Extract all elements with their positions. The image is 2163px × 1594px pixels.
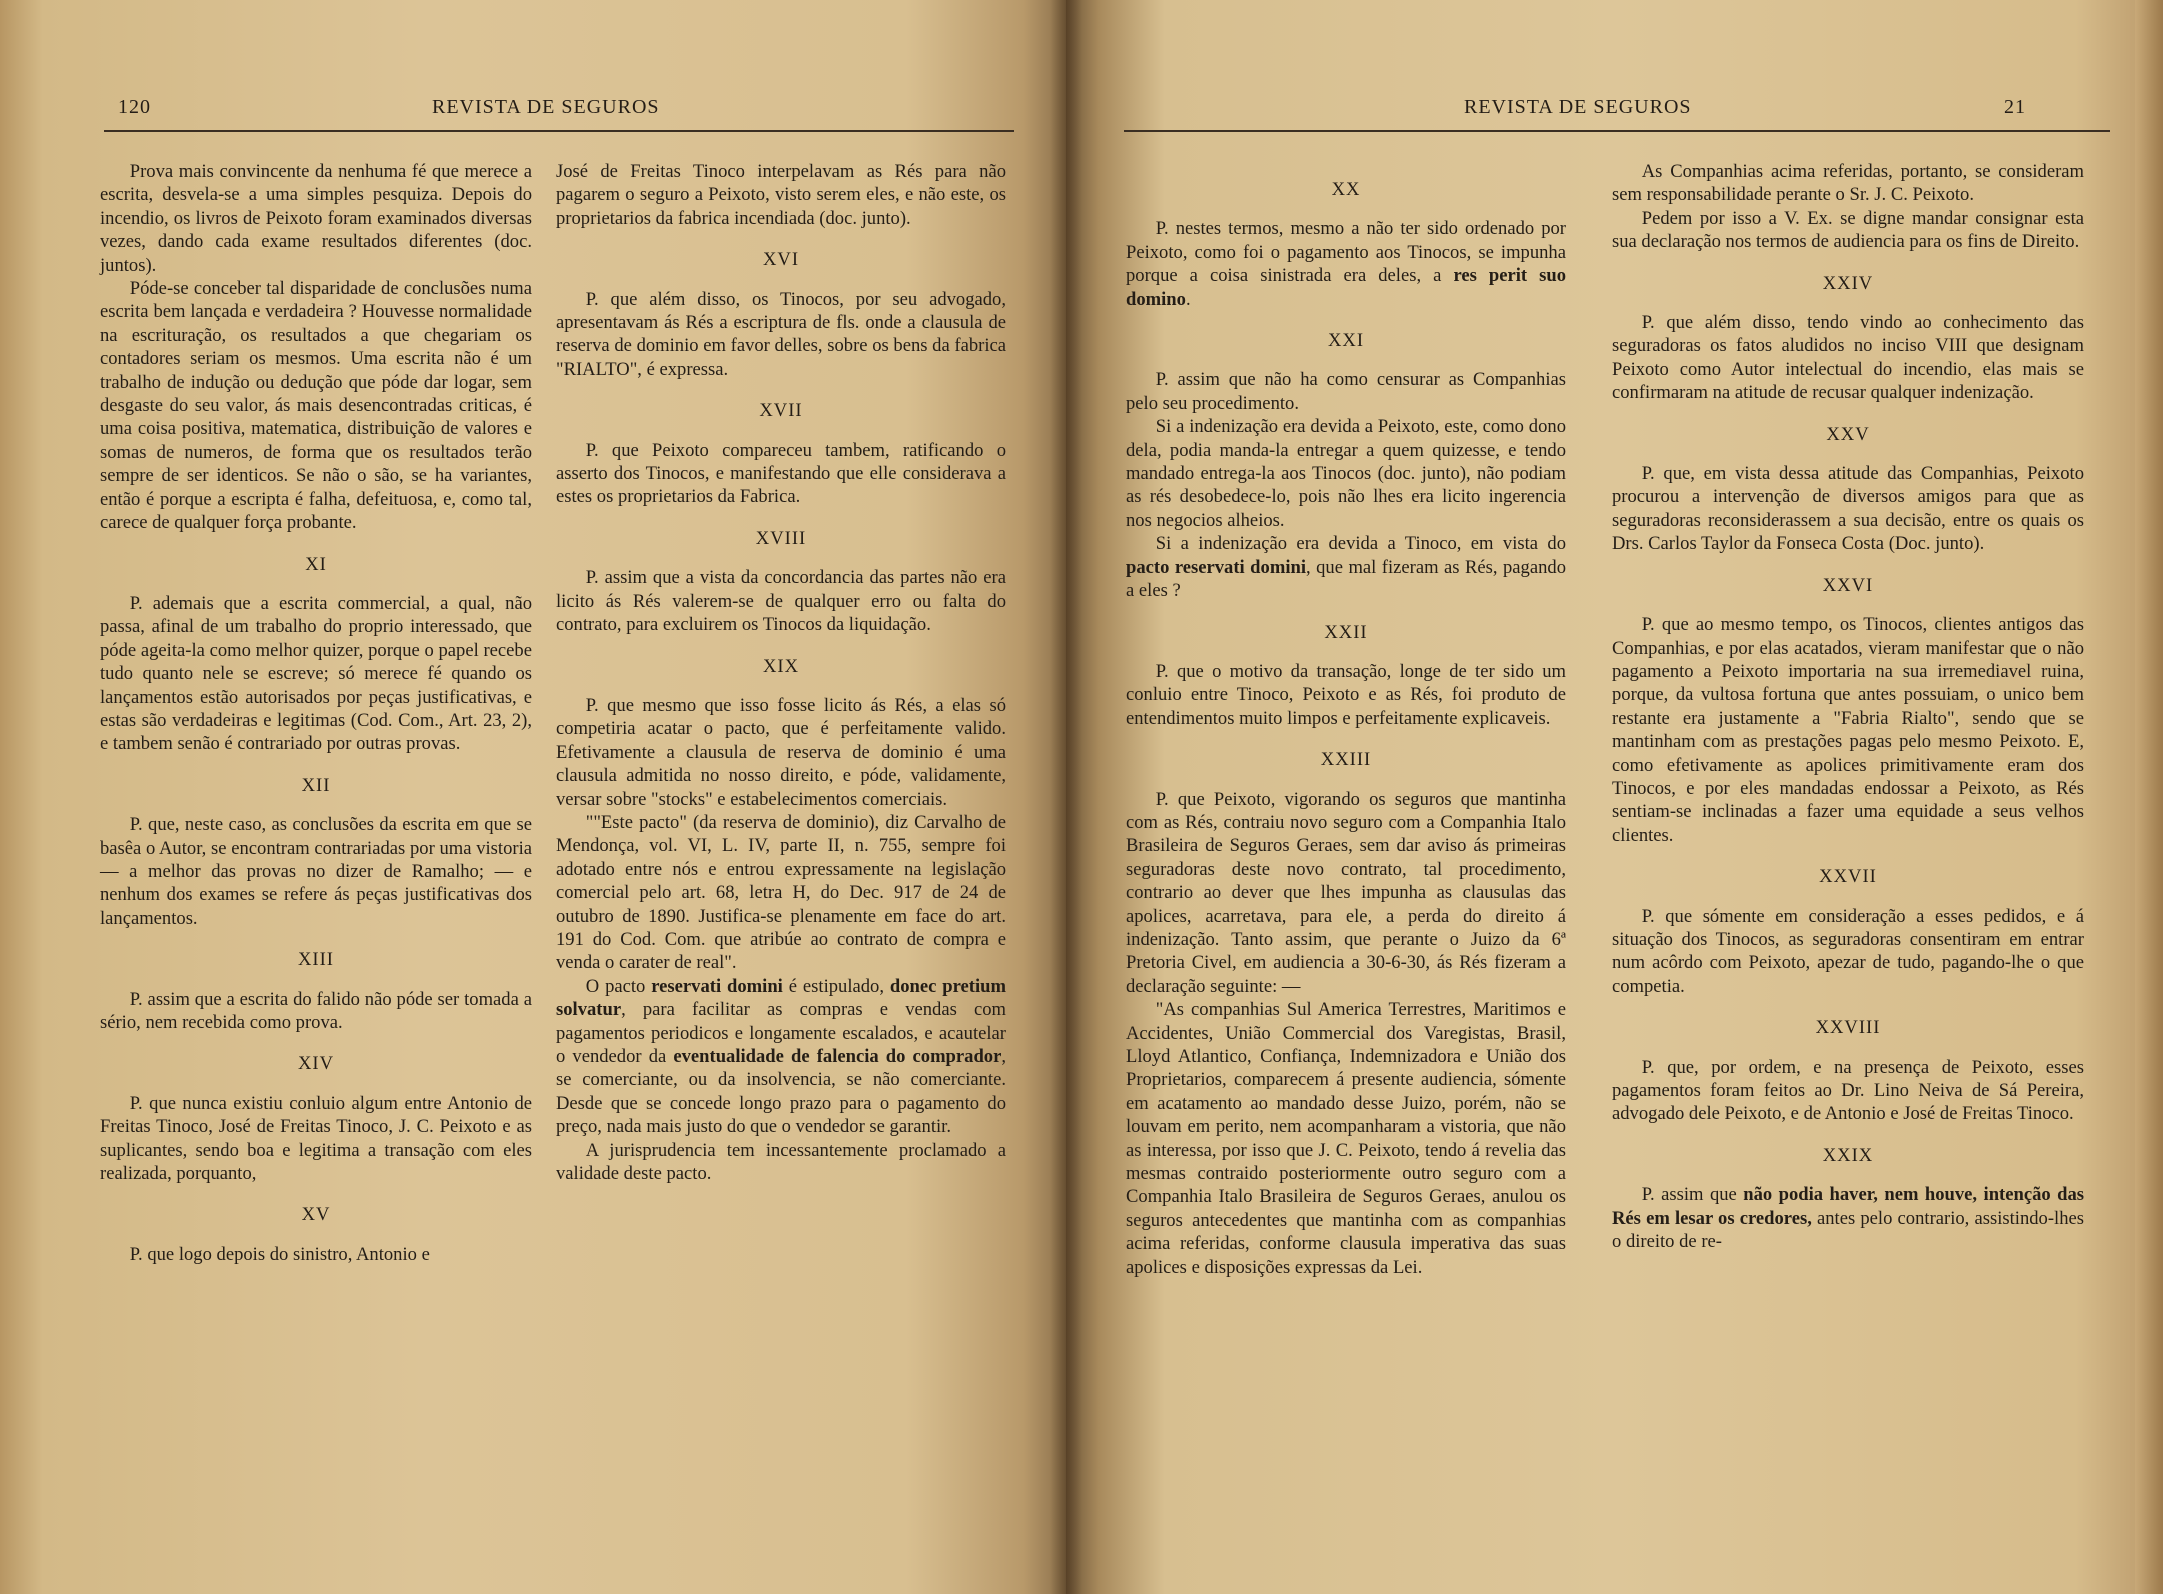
text-run: , que mal fizeram as Rés, pagando a eles ?: [1126, 556, 1567, 602]
section-heading: XV: [301, 1204, 331, 1226]
right-column-2: [1612, 160, 2084, 1253]
paragraph: P. que, neste caso, as conclusões da escrita em que se basêa o Autor, se encontram contrariadas por uma vistoria — a melhor das provas no dizer de Ramalho; — e nenhum dos exames se refere ás peças justificativas dos lançamentos.: [100, 814, 532, 929]
paragraph: "As companhias Sul America Terrestres, Maritimos e Accidentes, União Commercial dos Varegistas, Brasil, Lloyd Atlantico, Confiança, Indemnizadora e União dos Proprietarios, comparecem á presente audiencia, sómente em acatamento ao mandado desse Juizo, porém, não se louvam em perito, nem acompanharam a vistoria, que não as interessa, por isso que J. C. Peixoto, tendo á revelia das mesmas contraido posteriormente outro seguro com a Companhia Italo Brasileira de Seguros Geraes, anulou os seguros antecedentes que mantinha com as companhias acima referidas, conforme clausula imperativa das suas apolices e disposições expressas da Lei.: [1126, 999, 1566, 1278]
text-run: P. assim que: [1641, 1184, 1744, 1206]
paragraph: P. que sómente em consideração a esses pedidos, e á situação dos Tinocos, as seguradoras consentiram em entrar num acôrdo com Peixoto, apezar de tudo, pagando-lhe o que competia.: [1612, 905, 2084, 997]
paragraph: P. que ao mesmo tempo, os Tinocos, clientes antigos das Companhias, e por elas acatados, vieram manifestar que o não pagamento a Peixoto importaria na sua irremediavel ruina, porque, da vultosa fortuna que antes possuiam, o unico bem restante era justamente a "Fabria Rialto", sendo que se mantinham com as prestações pagas pelo mesmo Peixoto. E, como efetivamente as apolices primitivamente eram dos Tinocos, e por eles mandadas endossar a Peixoto, as Rés sentiam-se inclinadas a fazer uma equidade a seus velhos clientes.: [1612, 614, 2084, 846]
running-header-left: REVISTA DE SEGUROS: [432, 96, 660, 118]
paragraph: P. que o motivo da transação, longe de ter sido um conluio entre Tinoco, Peixoto e as Rés, foi produto de entendimentos muito limpos e perfeitamente explicaveis.: [1126, 660, 1566, 729]
text-run: antes pelo contrario, assistindo-lhes o direito de re-: [1612, 1207, 2084, 1253]
paragraph: P. que, por ordem, e na presença de Peixoto, esses pagamentos foram feitos ao Dr. Lino Neiva de Sá Pereira, advogado dele Peixoto, e de Antonio e José de Freitas Tinoco.: [1612, 1056, 2084, 1125]
paragraph: P. que além disso, tendo vindo ao conhecimento das seguradoras os fatos aludidos no inciso VIII que designam Peixoto como Autor intelectual do incendio, elas mais se confirmaram na atitude de recusar qualquer indenização.: [1612, 312, 2084, 404]
paragraph: P. assim que não ha como censurar as Companhias pelo seu procedimento.: [1126, 369, 1566, 414]
section-heading: XIII: [297, 949, 334, 971]
bold-phrase: eventualidade de falencia do comprador: [673, 1046, 1002, 1067]
section-heading: XVI: [762, 249, 800, 271]
text-run: é estipulado,: [782, 975, 890, 997]
paragraph: Prova mais convincente da nenhuma fé que merece a escrita, desvela-se a uma simples pesquiza. Depois do incendio, os livros de Peixoto foram examinados diversas vezes, dando cada exame resultados diferentes (doc. juntos).: [100, 161, 532, 276]
text-run: , para facilitar as compras e vendas com pagamentos periodicos e longamente escalados, e acautelar o vendedor da: [556, 999, 1006, 1067]
header-rule-right: [1124, 130, 2110, 132]
section-heading: XII: [301, 774, 331, 796]
right-page: [1066, 0, 2163, 1594]
book-gutter: [1050, 0, 1082, 1594]
bold-phrase: reservati domini: [651, 975, 783, 997]
section-heading: XXVII: [1819, 866, 1877, 888]
text-run: Si a indenização era devida a Tinoco, em vista do: [1155, 533, 1566, 555]
paragraph: P. ademais que a escrita commercial, a qual, não passa, afinal de um trabalho do proprio interessado, que póde ageita-la como melhor quizer, porque o papel recebe tudo quanto nele se escreve; só merece fé quando os lançamentos estão autorisados por peças justificativas, e estas são verdadeiras e legitimas (Cod. Com., Art. 23, 2), e tambem senão é contrariado por outras provas.: [100, 592, 532, 755]
section-heading: XXIV: [1822, 272, 1874, 294]
paragraph: P. que logo depois do sinistro, Antonio e: [129, 1243, 430, 1265]
section-heading: XXIX: [1822, 1144, 1874, 1166]
page-number-right: 21: [2004, 96, 2026, 118]
right-column-1: [1126, 160, 1566, 1279]
section-heading: XIX: [762, 655, 800, 677]
paragraph: P. assim que a vista da concordancia das partes não era licito ás Rés valerem-se de qualquer erro ou falta do contrato, para excluirem os Tinocos da liquidação.: [556, 567, 1006, 636]
paragraph: P. que Peixoto compareceu tambem, ratificando o asserto dos Tinocos, e manifestando que elle considerava a estes os proprietarios da Fabrica.: [556, 439, 1006, 508]
page-edge: [2135, 0, 2163, 1594]
text-run: O pacto: [585, 975, 652, 997]
paragraph: P. assim que a escrita do falido não póde ser tomada a sério, nem recebida como prova.: [100, 988, 532, 1033]
paragraph: [556, 975, 1006, 1139]
page-number-left: 120: [118, 96, 151, 118]
paragraph: As Companhias acima referidas, portanto, se consideram sem responsabilidade perante o Sr. J. C. Peixoto.: [1612, 161, 2084, 206]
section-heading: XIV: [297, 1053, 335, 1075]
paragraph: Pedem por isso a V. Ex. se digne mandar consignar esta sua declaração nos termos de audiencia para os fins de Direito.: [1612, 207, 2084, 253]
section-heading: XXV: [1826, 423, 1870, 445]
left-column-2: [556, 160, 1006, 1185]
paragraph: [1126, 532, 1566, 602]
section-heading: XXII: [1324, 621, 1368, 643]
section-heading: XXIII: [1320, 749, 1372, 771]
paragraph: P. que mesmo que isso fosse licito ás Rés, a elas só competiria acatar o pacto, que é perfeitamente valido. Efetivamente a clausula de reserva de dominio é uma clausula admitida no nosso direito, e póde, validamente, versar sobre "stocks" e estabelecimentos comerciais.: [556, 694, 1006, 810]
bold-phrase: res perit suo domino: [1126, 265, 1566, 310]
paragraph: [1612, 1183, 2084, 1253]
left-page: [0, 0, 1066, 1594]
section-heading: XVII: [759, 400, 803, 422]
paragraph: P. que, em vista dessa atitude das Companhias, Peixoto procurou a intervenção de diversos amigos para que as seguradoras reconsiderassem a sua decisão, entre os quais os Drs. Carlos Taylor da Fonseca Costa (Doc. junto).: [1612, 463, 2084, 555]
text-run: P. nestes termos, mesmo a não ter sido ordenado por Peixoto, como foi o pagamento aos Tinocos, se impunha porque a coisa sinistrada era deles, a: [1126, 218, 1566, 287]
section-heading: XX: [1331, 179, 1361, 200]
header-rule-left: [104, 130, 1014, 132]
quoted-paragraph: ""Este pacto" (da reserva de dominio), diz Carvalho de Mendonça, vol. VI, L. IV, parte II, n. 755, sempre foi adotado entre nós e entrou expressamente na legislação comercial pelo art. 68, letra H, do Dec. 917 de 24 de outubro de 1890. Justifica-se plenamente em face do art. 191 do Cod. Com. que atribúe ao contrato de compra e venda o carater de real".: [556, 811, 1006, 974]
section-heading: XXVI: [1822, 574, 1874, 596]
paragraph: A jurisprudencia tem incessantemente proclamado a validade deste pacto.: [556, 1139, 1006, 1185]
paragraph: Si a indenização era devida a Peixoto, este, como dono dela, podia manda-la entregar a quem quizesse, e tendo mandado entrega-la aos Tinocos (doc. junto), não podiam as rés desobedece-lo, pois não lhes era licito ingerencia nos negocios alheios.: [1126, 416, 1566, 531]
paragraph: P. que Peixoto, vigorando os seguros que mantinha com as Rés, contraiu novo seguro com a Companhia Italo Brasileira de Seguros Geraes, sem dar aviso ás primeiras seguradoras deste novo contrato, tal procedimento, contrario ao dever que lhes impunha as clausulas das apolices, acarretava, para ele, a perda do direito á indenização. Tanto assim, que perante o Juizo da 6ª Pretoria Civel, em audiencia a 30-6-30, ás Rés fizeram a declaração seguinte: —: [1126, 788, 1566, 997]
section-heading: XXI: [1327, 330, 1365, 352]
left-column-1: [100, 160, 532, 1266]
running-header-right: REVISTA DE SEGUROS: [1464, 96, 1692, 118]
paragraph: P. que nunca existiu conluio algum entre Antonio de Freitas Tinoco, José de Freitas Tinoco, J. C. Peixoto e as suplicantes, sendo boa e legitima a transação com eles realizada, porquanto,: [100, 1092, 532, 1185]
bold-phrase: não podia haver, nem houve, intenção das Rés em lesar os credores,: [1612, 1184, 2085, 1229]
section-heading: XXVIII: [1815, 1017, 1881, 1039]
bold-phrase: pacto reservati domini: [1126, 556, 1306, 578]
text-run: , se comerciante, ou da insolvencia, se não comerciante. Desde que se concede longo prazo para o pagamento do preço, nada mais justo do que o vendedor se garantir.: [556, 1046, 1006, 1138]
paragraph: [1126, 217, 1566, 311]
bold-phrase: donec pretium solvatur: [556, 975, 1006, 1021]
section-heading: XI: [305, 553, 327, 575]
paragraph: José de Freitas Tinoco interpelavam as Rés para não pagarem o seguro a Peixoto, visto serem eles, e não este, os proprietarios da fabrica incendiada (doc. junto).: [556, 161, 1006, 229]
text-run: .: [1185, 288, 1191, 310]
paragraph: P. que além disso, os Tinocos, por seu advogado, apresentavam ás Rés a escriptura de fls. onde a clausula de reserva de dominio em favor delles, sobre os bens da fabrica "RIALTO", é expressa.: [556, 288, 1006, 380]
section-heading: XVIII: [755, 527, 807, 549]
paragraph: Póde-se conceber tal disparidade de conclusões numa escrita bem lançada e verdadeira ? Houvesse normalidade na escrituração, os resultados a que chegariam os contadores seriam os mesmos. Uma escrita não é um trabalho de indução ou dedução que póde dar logar, sem desgaste do seu valor, ás mais desencontradas criticas, é uma coisa positiva, matematica, distribuição de valores e somas de numeros, de forma que os resultados terão sempre de ser identicos. Se não o são, se ha variantes, então é porque a escripta é falha, defeituosa, e, como tal, carece de qualquer força probante.: [100, 278, 532, 534]
